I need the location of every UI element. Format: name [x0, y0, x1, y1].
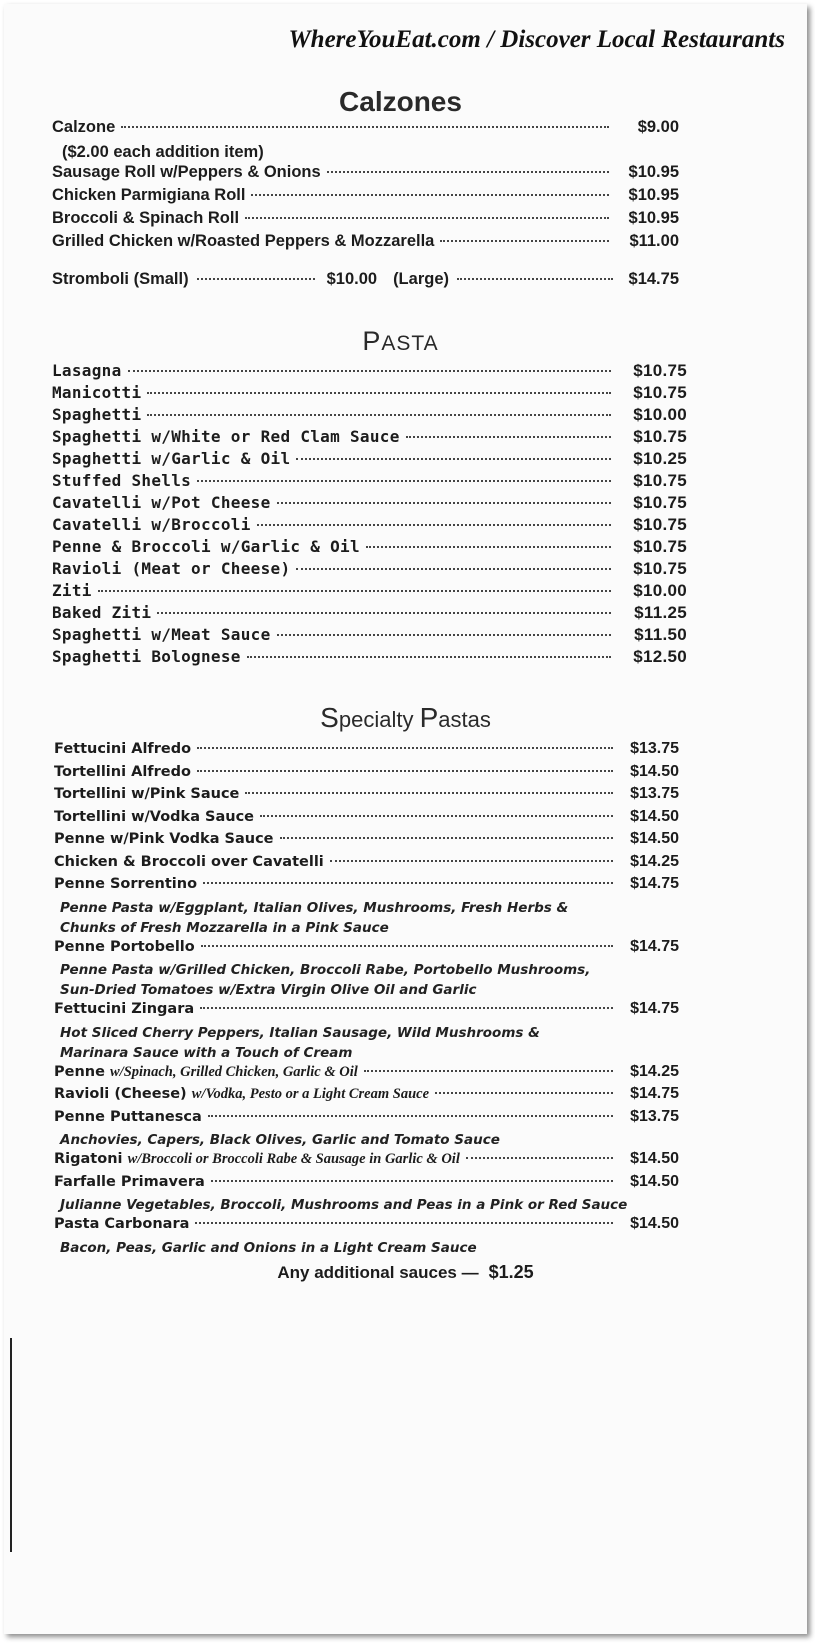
item-price: $13.75 — [630, 785, 679, 802]
dot-leader — [327, 171, 609, 173]
dot-leader — [245, 792, 613, 794]
menu-item — [52, 625, 687, 647]
item-price: $11.50 — [634, 625, 687, 644]
item-name: Spaghetti w/White or Red Clam Sauce — [52, 427, 400, 446]
menu-item — [52, 471, 687, 493]
dot-leader — [197, 770, 613, 772]
dot-leader — [197, 480, 611, 482]
item-price: $10.00 — [633, 581, 687, 600]
additional-sauces-price: $1.25 — [488, 1262, 534, 1282]
pasta-title-cap: P — [362, 326, 382, 356]
stromboli-row — [52, 270, 679, 289]
specialty-list — [54, 740, 679, 1258]
item-name-text: Fettucini Alfredo — [54, 741, 192, 757]
item-name-text: Penne — [54, 1063, 105, 1080]
menu-item — [54, 785, 679, 808]
item-name — [54, 939, 195, 955]
dot-leader — [330, 860, 613, 862]
item-name-text: Tortellini w/Pink Sauce — [54, 786, 240, 802]
dot-leader — [364, 1070, 613, 1072]
item-name: Ravioli (Meat or Cheese) — [52, 559, 291, 578]
item-name — [54, 1216, 189, 1232]
additional-sauces-line — [4, 1262, 807, 1283]
dot-leader — [366, 546, 611, 548]
specialty-title-s: S — [320, 702, 339, 733]
item-name-text: Penne Sorrentino — [54, 876, 198, 892]
menu-item — [52, 186, 679, 209]
dot-leader — [157, 612, 611, 614]
dot-leader — [128, 370, 611, 372]
dot-leader — [280, 837, 613, 839]
dot-leader — [457, 278, 613, 280]
item-name: Sausage Roll w/Peppers & Onions — [52, 163, 321, 181]
dot-leader — [296, 458, 611, 460]
dot-leader — [260, 815, 613, 817]
item-price: $10.75 — [633, 471, 687, 490]
specialty-title-pecialty: pecialty — [338, 707, 420, 732]
item-name-detail: w/Spinach, Grilled Chicken, Garlic & Oil — [110, 1063, 358, 1080]
item-price: $9.00 — [637, 118, 679, 136]
item-name — [54, 809, 254, 825]
item-name-text: Penne w/Pink Vodka Sauce — [54, 831, 274, 847]
item-price: $10.75 — [633, 537, 687, 556]
item-description: Sun-Dried Tomatoes w/Extra Virgin Olive Oil and Garlic — [60, 982, 477, 998]
pasta-title-rest: ASTA — [381, 332, 439, 355]
menu-item — [52, 163, 679, 186]
item-name — [54, 764, 191, 780]
item-name — [54, 876, 197, 892]
menu-item — [54, 1173, 679, 1196]
menu-item — [52, 515, 687, 537]
page-edge-line — [10, 1338, 12, 1552]
dot-leader — [197, 278, 315, 280]
pasta-list — [52, 361, 687, 669]
item-description: Penne Pasta w/Eggplant, Italian Olives, Mushrooms, Fresh Herbs & — [60, 899, 569, 916]
menu-item — [54, 1108, 679, 1131]
item-description: Julianne Vegetables, Broccoli, Mushrooms and Peas in a Pink or Red Sauce — [60, 1197, 628, 1213]
dot-leader — [251, 194, 609, 196]
dot-leader — [440, 240, 609, 242]
item-description: Anchovies, Capers, Black Olives, Garlic and Tomato Sauce — [60, 1132, 500, 1148]
menu-item — [54, 875, 679, 898]
item-name-detail: w/Broccoli or Broccoli Rabe & Sausage in Garlic & Oil — [127, 1151, 460, 1167]
menu-item — [52, 209, 679, 232]
item-price: $10.75 — [633, 515, 687, 534]
item-price: $11.25 — [634, 603, 687, 622]
item-name: Baked Ziti — [52, 603, 152, 622]
item-name: Broccoli & Spinach Roll — [52, 209, 240, 227]
dot-leader — [147, 392, 611, 394]
specialty-title-astas: astas — [438, 707, 491, 732]
site-banner: WhereYouEat.com / Discover Local Restaurants — [288, 26, 785, 53]
item-price: $14.50 — [630, 807, 679, 825]
menu-page — [4, 4, 807, 1634]
item-price: $10.75 — [633, 493, 687, 512]
item-price: $10.25 — [633, 449, 687, 468]
dot-leader — [203, 882, 613, 884]
item-name: Cavatelli w/Broccoli — [52, 515, 251, 534]
dot-leader — [406, 436, 611, 438]
item-name-text: Tortellini w/Vodka Sauce — [54, 808, 255, 825]
item-price: $13.75 — [630, 1107, 679, 1125]
calzones-section — [4, 86, 807, 289]
dot-leader — [147, 414, 611, 416]
item-price: $14.50 — [630, 762, 679, 780]
dot-leader — [247, 656, 611, 658]
item-name: Cavatelli w/Pot Cheese — [52, 493, 271, 512]
item-name: Spaghetti — [52, 405, 142, 424]
item-name — [54, 1174, 205, 1190]
item-name — [54, 741, 191, 757]
item-price: $14.75 — [630, 1085, 679, 1102]
menu-item — [54, 1215, 679, 1238]
menu-item — [52, 427, 687, 449]
dot-leader — [277, 634, 611, 636]
item-name-detail: w/Vodka, Pesto or a Light Cream Sauce — [191, 1086, 430, 1102]
item-price: $13.75 — [630, 740, 679, 757]
item-price: $10.95 — [628, 209, 679, 227]
item-name: Lasagna — [52, 361, 122, 380]
item-price: $10.75 — [633, 427, 687, 446]
calzones-list — [52, 118, 679, 289]
item-name-text: Fettucini Zingara — [54, 1001, 195, 1017]
item-name: Spaghetti Bolognese — [52, 647, 241, 666]
dot-leader — [197, 747, 613, 749]
item-price: $14.50 — [630, 1215, 679, 1232]
menu-item — [52, 118, 679, 141]
menu-item — [54, 740, 679, 763]
menu-item — [54, 938, 679, 961]
item-name: Stuffed Shells — [52, 471, 192, 490]
dot-leader — [245, 217, 609, 219]
stromboli-large-price: $14.75 — [628, 270, 679, 288]
item-name — [54, 786, 239, 802]
item-price: $10.95 — [628, 186, 679, 204]
stromboli-small-price: $10.00 — [326, 270, 378, 288]
item-price: $14.50 — [630, 830, 679, 847]
dot-leader — [208, 1115, 613, 1117]
menu-item — [54, 1085, 679, 1108]
item-name: Chicken Parmigiana Roll — [52, 186, 246, 204]
item-name — [54, 1151, 460, 1168]
item-price: $14.75 — [630, 875, 679, 892]
calzone-note: ($2.00 each addition item) — [62, 143, 264, 161]
specialty-title — [4, 702, 807, 734]
item-name — [54, 1064, 358, 1081]
menu-item — [52, 232, 679, 255]
menu-item — [52, 405, 687, 427]
item-price: $14.25 — [630, 1062, 679, 1080]
item-name-text: Tortellini Alfredo — [54, 763, 191, 780]
item-name — [54, 1086, 429, 1103]
item-description: Hot Sliced Cherry Peppers, Italian Sausage, Wild Mushrooms & — [60, 1024, 540, 1041]
item-name — [54, 1109, 202, 1125]
item-price: $12.50 — [633, 647, 687, 666]
item-name — [54, 854, 324, 870]
item-name: Spaghetti w/Meat Sauce — [52, 625, 271, 644]
item-name: Calzone — [52, 118, 116, 136]
item-name: Penne & Broccoli w/Garlic & Oil — [52, 537, 360, 556]
dot-leader — [435, 1092, 613, 1094]
menu-item — [52, 603, 687, 625]
dot-leader — [195, 1222, 613, 1224]
menu-item — [54, 1150, 679, 1173]
item-price: $10.75 — [633, 361, 687, 380]
dot-leader — [98, 590, 611, 592]
menu-item — [54, 830, 679, 853]
dot-leader — [296, 568, 611, 570]
item-name-text: Penne Puttanesca — [54, 1108, 202, 1125]
dot-leader — [211, 1180, 613, 1182]
menu-item — [52, 383, 687, 405]
item-description: Penne Pasta w/Grilled Chicken, Broccoli Rabe, Portobello Mushrooms, — [60, 962, 591, 978]
item-price: $14.25 — [630, 852, 679, 870]
dot-leader — [201, 945, 613, 947]
item-name — [54, 831, 274, 847]
stromboli-large-label: (Large) — [393, 270, 449, 288]
item-name: Manicotti — [52, 383, 142, 402]
item-price: $10.00 — [633, 405, 687, 424]
item-description: Marinara Sauce with a Touch of Cream — [60, 1044, 353, 1061]
item-description: Bacon, Peas, Garlic and Onions in a Light Cream Sauce — [60, 1239, 477, 1256]
item-name-text: Farfalle Primavera — [54, 1173, 205, 1190]
item-description: Chunks of Fresh Mozzarella in a Pink Sauce — [60, 919, 389, 936]
item-name: Spaghetti w/Garlic & Oil — [52, 449, 291, 468]
menu-item — [54, 808, 679, 831]
menu-item — [54, 853, 679, 876]
item-name-text: Chicken & Broccoli over Cavatelli — [54, 853, 324, 870]
item-price: $10.75 — [633, 559, 687, 578]
dot-leader — [121, 126, 609, 128]
menu-item — [52, 581, 687, 603]
item-name-text: Rigatoni — [54, 1151, 123, 1167]
stromboli-name: Stromboli (Small) — [52, 270, 189, 288]
menu-item — [52, 361, 687, 383]
item-price: $11.00 — [629, 232, 679, 250]
item-price: $14.75 — [630, 1000, 679, 1017]
dot-leader — [200, 1007, 613, 1009]
additional-sauces-label: Any additional sauces — — [277, 1263, 479, 1282]
dot-leader — [466, 1157, 613, 1159]
dot-leader — [257, 524, 611, 526]
item-price: $10.75 — [633, 383, 687, 402]
item-name: Grilled Chicken w/Roasted Peppers & Mozzarella — [52, 232, 435, 250]
menu-item — [54, 1063, 679, 1086]
menu-item — [52, 449, 687, 471]
menu-item — [52, 647, 687, 669]
pasta-section — [4, 326, 807, 669]
item-price: $10.95 — [628, 163, 679, 181]
calzones-title: Calzones — [339, 86, 462, 117]
menu-item — [52, 559, 687, 581]
dot-leader — [277, 502, 611, 504]
menu-item — [54, 1000, 679, 1023]
item-price: $14.50 — [630, 1172, 679, 1190]
item-name — [54, 1001, 194, 1017]
item-price: $14.50 — [630, 1150, 679, 1167]
specialty-section — [4, 702, 807, 1258]
item-name-text: Ravioli (Cheese) — [54, 1086, 187, 1102]
item-name-text: Penne Portobello — [54, 938, 195, 955]
item-name: Ziti — [52, 581, 92, 600]
item-price: $14.75 — [630, 937, 679, 955]
item-name-text: Pasta Carbonara — [54, 1216, 190, 1232]
menu-item — [52, 493, 687, 515]
menu-item — [52, 537, 687, 559]
menu-item — [54, 763, 679, 786]
specialty-title-p: P — [419, 702, 439, 733]
pasta-title — [0, 326, 807, 357]
